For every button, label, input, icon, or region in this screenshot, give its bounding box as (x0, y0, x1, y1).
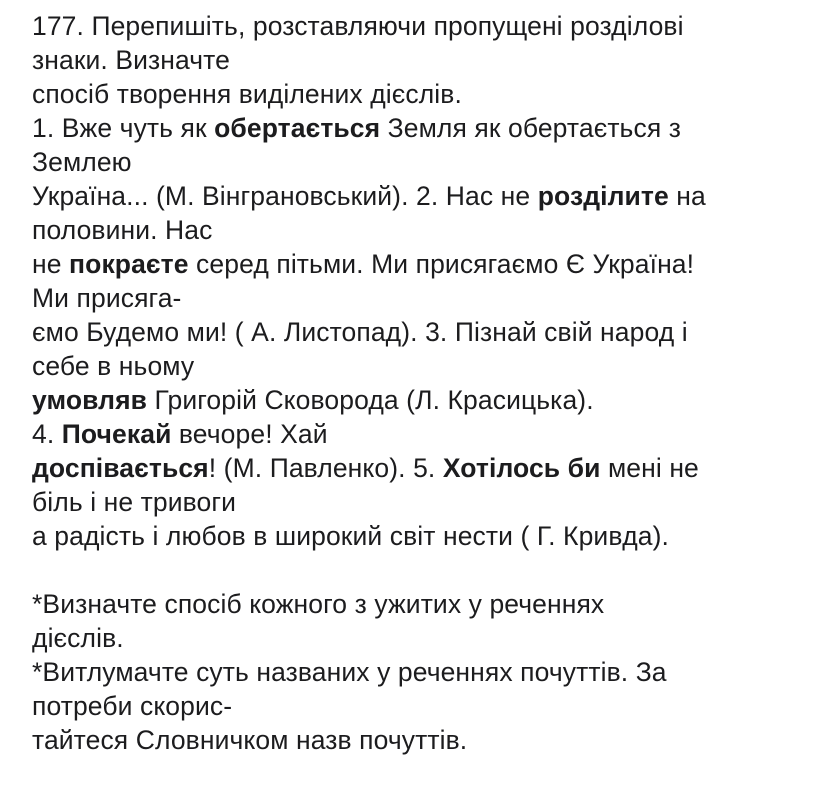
highlighted-verb: умовляв (32, 385, 148, 415)
exercise-title-line: 177. Перепишіть, розставляючи пропущені розділові (32, 11, 684, 41)
exercise-text-line: половини. Нас (32, 215, 213, 245)
exercise-text-line: 1. Вже чуть як обертається Земля як обертається з (32, 113, 681, 143)
exercise-text-line: а радість і любов в широкий світ нести ( Г. Кривда). (32, 521, 669, 551)
task-line: дієслів. (32, 623, 124, 653)
highlighted-verb: розділите (537, 181, 669, 211)
exercise-text-line: себе в ньому (32, 351, 195, 381)
exercise-text-line: доспівається! (М. Павленко). 5. Хотілось би мені не (32, 453, 699, 483)
exercise-text-line: 4. Почекай вечоре! Хай (32, 419, 328, 449)
task-line: тайтеся Словничком назв почуттів. (32, 725, 468, 755)
highlighted-verb: обертається (214, 113, 381, 143)
highlighted-verb: Почекай (61, 419, 172, 449)
task-line: *Витлумачте суть названих у реченнях почуттів. За (32, 657, 667, 687)
exercise-text-line: знаки. Визначте (32, 45, 230, 75)
highlighted-verb: покраєте (69, 249, 189, 279)
exercise-text-line: біль і не тривоги (32, 487, 237, 517)
document (32, 9, 812, 757)
exercise-text-line: Землею (32, 147, 132, 177)
task-line: *Визначте спосіб кожного з ужитих у реченнях (32, 589, 605, 619)
task-line: потреби скорис- (32, 691, 233, 721)
exercise-text-line: ємо Будемо ми! ( А. Листопад). 3. Пізнай свій народ і (32, 317, 688, 347)
exercise-text-line: Ми присяга- (32, 283, 182, 313)
highlighted-verb: Хотілось би (442, 453, 601, 483)
exercise-text-line: не покраєте серед пітьми. Ми присягаємо Є Україна! (32, 249, 695, 279)
highlighted-verb: доспівається (32, 453, 209, 483)
exercise-text-line: спосіб творення виділених дієслів. (32, 79, 462, 109)
exercise-text-line: умовляв Григорій Сковорода (Л. Красицька). (32, 385, 594, 415)
exercise-text-line: Україна... (М. Вінграновський). 2. Нас не розділите на (32, 181, 706, 211)
paragraph-gap (32, 553, 812, 587)
